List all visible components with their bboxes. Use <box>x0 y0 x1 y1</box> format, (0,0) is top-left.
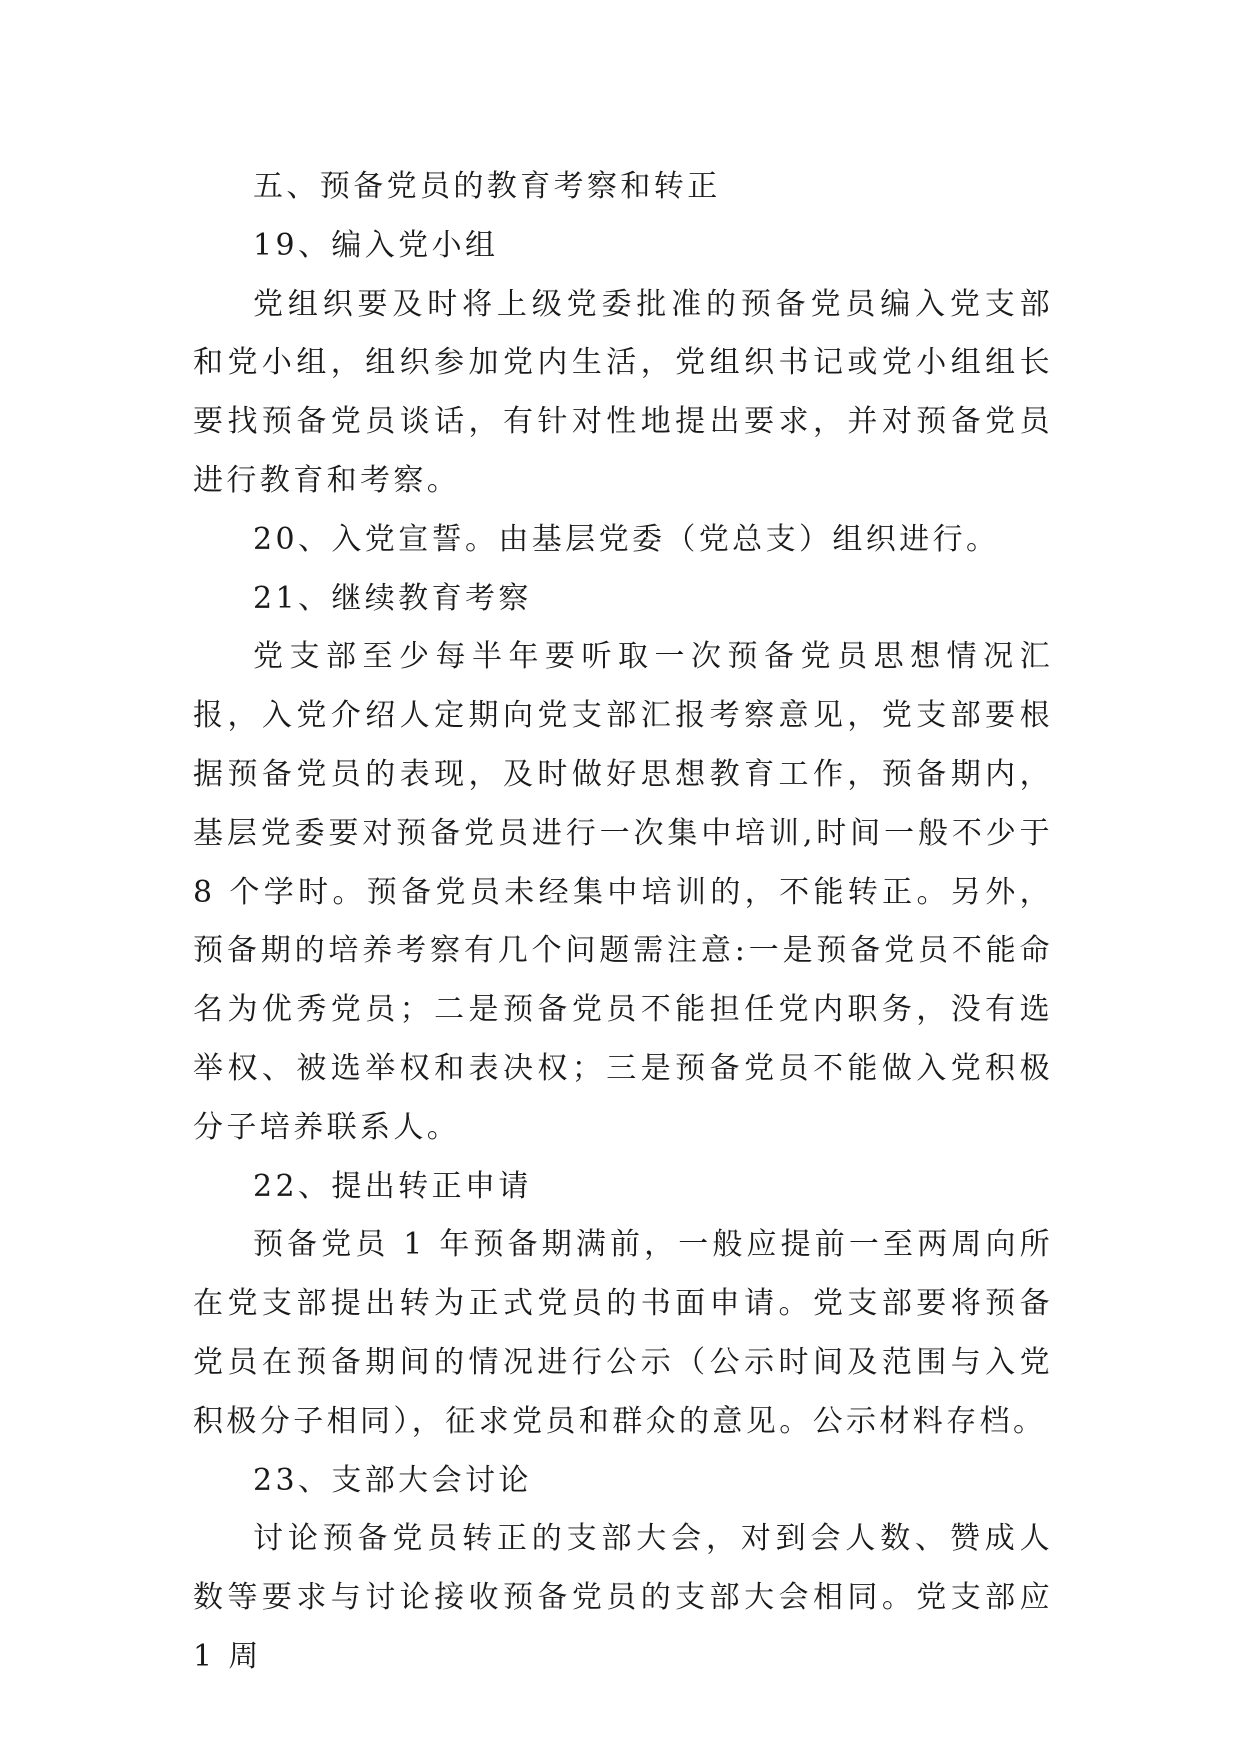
section-heading: 五、预备党员的教育考察和转正 <box>253 169 721 204</box>
subsection-heading: 21、继续教育考察 <box>253 580 532 616</box>
subsection-heading: 23、支部大会讨论 <box>253 1462 532 1498</box>
subsection-heading: 19、编入党小组 <box>253 227 499 263</box>
document-body <box>193 158 1053 1687</box>
subsection-heading: 20、入党宣誓。由基层党委（党总支）组织进行。 <box>253 521 1000 557</box>
subsection-heading: 22、提出转正申请 <box>253 1168 532 1204</box>
body-paragraph: 预备党员 1 年预备期满前，一般应提前一至两周向所在党支部提出转为正式党员的书面申请。党支部要将预备党员在预备期间的情况进行公示（公示时间及范围与入党积极分子相同），征求党员和群众的意见。公示材料存档。 <box>193 1227 1053 1439</box>
body-paragraph: 党组织要及时将上级党委批准的预备党员编入党支部和党小组，组织参加党内生活，党组织书记或党小组组长要找预备党员谈话，有针对性地提出要求，并对预备党员进行教育和考察。 <box>193 286 1053 498</box>
body-paragraph: 讨论预备党员转正的支部大会，对到会人数、赞成人数等要求与讨论接收预备党员的支部大会相同。党支部应 1 周 <box>193 1521 1053 1674</box>
body-paragraph: 党支部至少每半年要听取一次预备党员思想情况汇报，入党介绍人定期向党支部汇报考察意见，党支部要根据预备党员的表现，及时做好思想教育工作，预备期内，基层党委要对预备党员进行一次集中培训,时间一般不少于 8 个学时。预备党员未经集中培训的，不能转正。另外，预备期的培养考察有几个问题需注意:一是预备党员不能命名为优秀党员；二是预备党员不能担任党内职务，没有选举权、被选举权和表决权；三是预备党员不能做入党积极分子培养联系人。 <box>193 639 1053 1145</box>
